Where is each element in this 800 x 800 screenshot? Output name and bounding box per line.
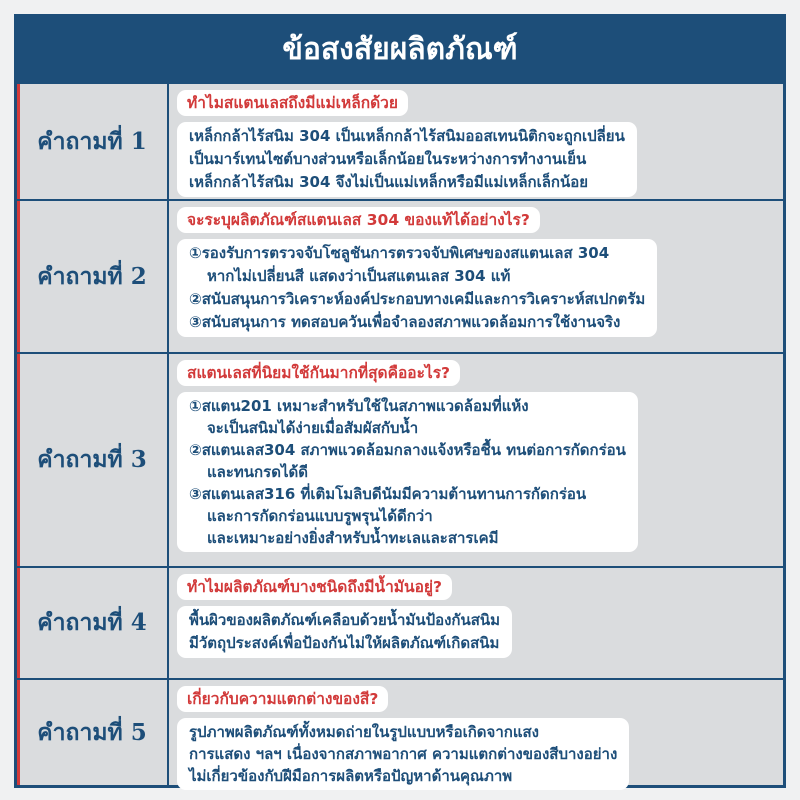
question-title: ทำไมสแตนเลสถึงมีแม่เหล็กด้วย (177, 90, 408, 116)
answer-text (177, 392, 638, 552)
page-title: ข้อสงสัยผลิตภัณฑ์ (17, 17, 783, 82)
answer-line: รูปภาพผลิตภัณฑ์ทั้งหมดถ่ายในรูปแบบหรือเกิดจากแสง (189, 723, 539, 741)
answer-line: จะเป็นสนิมได้ง่ายเมื่อสัมผัสกับน้ำ (207, 419, 419, 437)
question-label-cell (17, 354, 169, 566)
answer-line: ②สแตนเลส304 สภาพแวดล้อมกลางแจ้งหรือชื้น ทนต่อการกัดกร่อน (189, 441, 626, 459)
answer-line: มีวัตถุประสงค์เพื่อป้องกันไม่ให้ผลิตภัณฑ์เกิดสนิม (189, 634, 500, 652)
accent-bar (17, 354, 20, 566)
answer-text (177, 606, 512, 658)
faq-row-4 (17, 566, 783, 678)
answer-text (177, 239, 657, 337)
question-title: ทำไมผลิตภัณฑ์บางชนิดถึงมีน้ำมันอยู่? (177, 574, 452, 600)
question-label-cell (17, 201, 169, 352)
answer-cell (169, 680, 783, 785)
answer-cell (169, 84, 783, 199)
accent-bar (17, 84, 20, 199)
question-label: คำถามที่ 4 (37, 609, 147, 636)
question-label-cell (17, 680, 169, 785)
faq-table (14, 14, 786, 788)
answer-line: ①รองรับการตรวจจับโซลูชันการตรวจจับพิเศษของสแตนเลส 304 (189, 244, 610, 262)
question-label: คำถามที่ 1 (37, 127, 147, 155)
accent-bar (17, 568, 20, 678)
faq-row-3 (17, 352, 783, 566)
answer-cell (169, 354, 783, 566)
answer-line: การแสดง ฯลฯ เนื่องจากสภาพอากาศ ความแตกต่างของสีบางอย่าง (189, 745, 618, 763)
faq-row-1 (17, 82, 783, 199)
accent-bar (17, 680, 20, 785)
question-label-cell (17, 84, 169, 199)
question-label: คำถามที่ 3 (37, 446, 147, 473)
answer-line: เหล็กกล้าไร้สนิม 304 เป็นเหล็กกล้าไร้สนิมออสเทนนิติกจะถูกเปลี่ยน (189, 127, 625, 145)
answer-line: เป็นมาร์เทนไซต์บางส่วนหรือเล็กน้อยในระหว่างการทำงานเย็น (189, 150, 587, 168)
accent-bar (17, 201, 20, 352)
answer-text (177, 122, 637, 197)
answer-line: หากไม่เปลี่ยนสี แสดงว่าเป็นสแตนเลส 304 แท้ (207, 267, 511, 285)
answer-line: และทนกรดได้ดี (207, 463, 308, 481)
answer-text (177, 718, 629, 790)
answer-line: ③สแตนเลส316 ที่เติมโมลิบดีนัมมีความต้านทานการกัดกร่อน (189, 485, 587, 503)
answer-cell (169, 201, 783, 352)
answer-line: พื้นผิวของผลิตภัณฑ์เคลือบด้วยน้ำมันป้องกันสนิม (189, 611, 501, 629)
question-label: คำถามที่ 5 (37, 718, 147, 746)
question-label-cell (17, 568, 169, 678)
answer-line: ①สแตน201 เหมาะสำหรับใช้ในสภาพแวดล้อมที่แห้ง (189, 397, 529, 415)
answer-line: และเหมาะอย่างยิ่งสำหรับน้ำทะเลและสารเคมี (207, 529, 499, 547)
question-title: จะระบุผลิตภัณฑ์สแตนเลส 304 ของแท้ได้อย่างไร? (177, 207, 540, 233)
answer-line: ③สนับสนุนการ ทดสอบควันเพื่อจำลองสภาพแวดล้อมการใช้งานจริง (189, 313, 621, 331)
answer-line: เหล็กกล้าไร้สนิม 304 จึงไม่เป็นแม่เหล็กหรือมีแม่เหล็กเล็กน้อย (189, 173, 589, 191)
answer-line: ②สนับสนุนการวิเคราะห์องค์ประกอบทางเคมีและการวิเคราะห์สเปกตรัม (189, 290, 646, 308)
faq-row-5 (17, 678, 783, 785)
answer-line: และการกัดกร่อนแบบรูพรุนได้ดีกว่า (207, 507, 433, 525)
question-title: เกี่ยวกับความแตกต่างของสี? (177, 686, 388, 712)
question-title: สแตนเลสที่นิยมใช้กันมากที่สุดคืออะไร? (177, 360, 460, 386)
answer-cell (169, 568, 783, 678)
question-label: คำถามที่ 2 (37, 262, 147, 290)
faq-row-2 (17, 199, 783, 352)
answer-line: ไม่เกี่ยวข้องกับฝีมือการผลิตหรือปัญหาด้านคุณภาพ (189, 767, 513, 785)
